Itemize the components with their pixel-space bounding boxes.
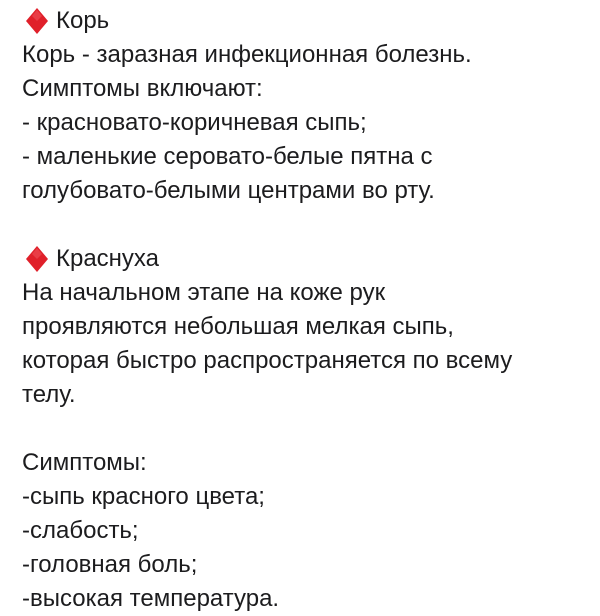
section-title-text: Корь: [56, 7, 110, 34]
section-title-text: Краснуха: [56, 245, 160, 272]
text-line: телу.: [22, 381, 76, 408]
symptom-item: -сыпь красного цвета;: [22, 483, 265, 510]
text-line: Корь - заразная инфекционная болезнь.: [22, 41, 472, 68]
blank-line: [22, 208, 580, 242]
section-title-rubella: [22, 242, 580, 276]
symptom-item: -слабость;: [22, 517, 139, 544]
text-line: голубовато-белыми центрами во рту.: [22, 177, 435, 204]
text-line: - красновато-коричневая сыпь;: [22, 109, 367, 136]
symptom-item: -головная боль;: [22, 551, 198, 578]
text-line: проявляются небольшая мелкая сыпь,: [22, 313, 454, 340]
blank-line: [22, 412, 580, 446]
symptom-item: -высокая температура.: [22, 585, 280, 612]
text-line: Симптомы включают:: [22, 75, 263, 102]
text-line: которая быстро распространяется по всему: [22, 347, 513, 374]
text-line: - маленькие серовато-белые пятна с: [22, 143, 433, 170]
text-line: На начальном этапе на коже рук: [22, 279, 386, 306]
red-diamond-icon: [26, 246, 48, 272]
section-title-measles: [22, 4, 580, 38]
red-diamond-icon: [26, 8, 48, 34]
symptoms-heading: Симптомы:: [22, 449, 147, 476]
